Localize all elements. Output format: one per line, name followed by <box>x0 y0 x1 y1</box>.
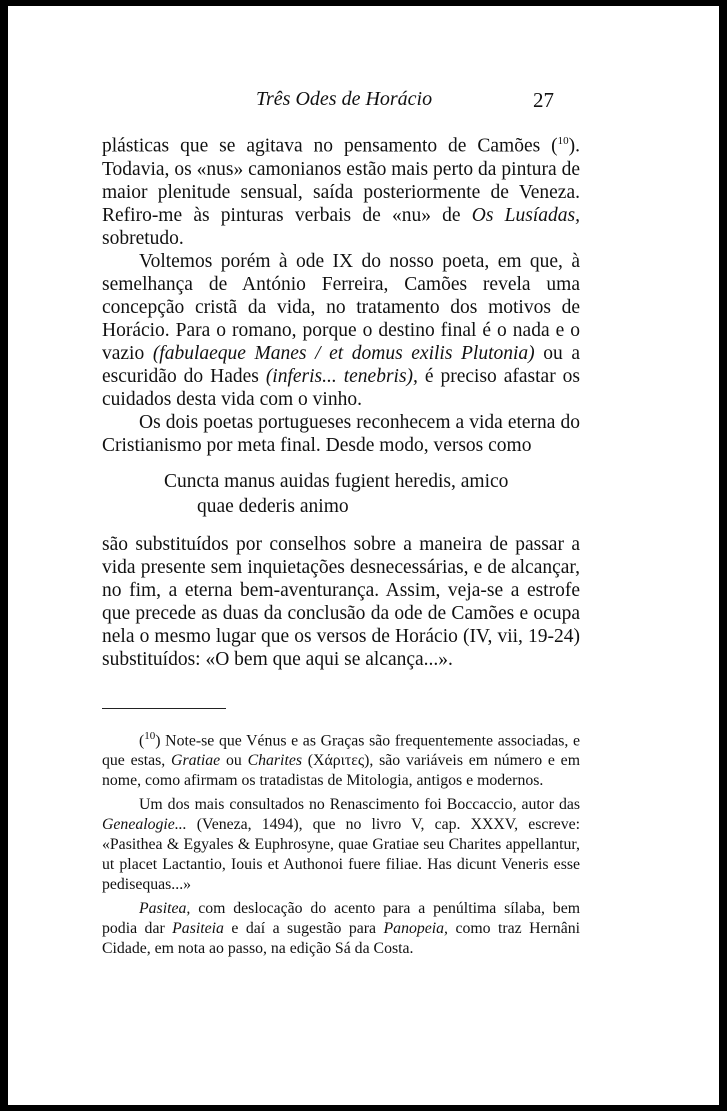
text-run: ou a escuridão do Hades <box>102 342 580 387</box>
main-text <box>102 130 580 671</box>
term: Pasiteia <box>172 920 224 938</box>
latin-citation: (inferis... tenebris), <box>265 365 418 387</box>
text-run: do nosso poeta, em que, à semelhança de António Ferreira, Camões revela uma concepção cristã da vida, no tratamento dos motivos de Horácio. Para o romano, porque o destino final é o nada e o vazio <box>102 250 580 364</box>
footnote-1 <box>102 726 580 791</box>
text-run: plásticas que se agitava no pensamento de Camões ( <box>102 135 558 157</box>
page-header <box>8 88 719 118</box>
text-run: ou <box>220 752 248 770</box>
book-title: Genealogie... <box>102 816 187 834</box>
text-run: é preciso afastar os cuidados desta vida com o vinho. <box>102 365 580 410</box>
term: Charites <box>247 752 302 770</box>
verse-line-1: Cuncta manus auidas fugient heredis, amico <box>164 470 509 492</box>
latin-citation: (fabulaeque Manes / et domus exilis Plutonia) <box>152 342 535 364</box>
term: Pasitea, <box>139 900 191 918</box>
note-open: ( <box>139 732 145 750</box>
footnote-paragraph-3 <box>102 899 580 959</box>
footnote-divider <box>102 708 226 709</box>
book-page <box>8 6 719 1105</box>
footnotes <box>102 726 580 963</box>
verse-line-2: quae dederis animo <box>197 495 349 517</box>
paragraph-3: Os dois poetas portugueses reconhecem a vida eterna do Cristianismo por meta final. Desde modo, versos como <box>102 411 580 456</box>
footnote-paragraph-2 <box>102 795 580 895</box>
text-run: sobretudo. <box>102 227 184 249</box>
text-run: Um dos mais consultados no Renascimento foi Boccaccio, autor das <box>139 796 580 814</box>
footnote-number: 10 <box>144 730 156 742</box>
text-run: e daí a sugestão para <box>223 920 384 938</box>
note-close: ) <box>155 732 161 750</box>
footnote-reference: 10 <box>557 135 569 147</box>
term: Panopeia, <box>383 920 449 938</box>
verse-quotation <box>164 469 580 519</box>
paragraph-1 <box>102 130 580 250</box>
page-number: 27 <box>533 88 554 112</box>
text-run: (Veneza, 1494), que no livro V, cap. XXXV, escreve: «Pasithea & Egyales & Euphrosyne, quae Gratiae seu Charites appellantur, ut placet Lactantio, Iouis et Authonoi fuere filiae. Has dicunt Veneris esse pedisequas...» <box>102 816 580 894</box>
text-run: (Χάριτες), são variáveis em número e em nome, como afirmam os tratadistas de Mitologia, antigos e modernos. <box>102 752 580 790</box>
term: Gratiae <box>171 752 221 770</box>
text-run: como traz Hernâni Cidade, em nota ao passo, na edição Sá da Costa. <box>102 920 580 958</box>
paragraph-4: são substituídos por conselhos sobre a maneira de passar a vida presente sem inquietações desnecessárias, e de alcançar, no fim, a eterna bem-aventurança. Assim, veja-se a estrofe que precede as duas da conclusão da ode de Camões e ocupa nela o mesmo lugar que os versos de Horácio (IV, vii, 19-24) substituídos: «O bem que aqui se alcança...». <box>102 533 580 670</box>
text-run: Note-se que Vénus e as Graças são frequentemente associadas, e que estas, <box>102 732 580 770</box>
text-run: ). Todavia, os «nus» camonianos estão mais perto da pintura de maior plenitude sensual, saída posteriormente de Veneza. Refiro-me às pinturas verbais de «nu» de <box>102 135 580 226</box>
text-run: Voltemos porém à ode <box>139 250 333 272</box>
ode-number: IX <box>332 250 354 272</box>
paragraph-2 <box>102 250 580 411</box>
text-run: com deslocação do acento para a penúltima sílaba, bem podia dar <box>102 900 580 938</box>
book-title: Os Lusíadas, <box>471 204 580 226</box>
running-title: Três Odes de Horácio <box>256 88 433 110</box>
